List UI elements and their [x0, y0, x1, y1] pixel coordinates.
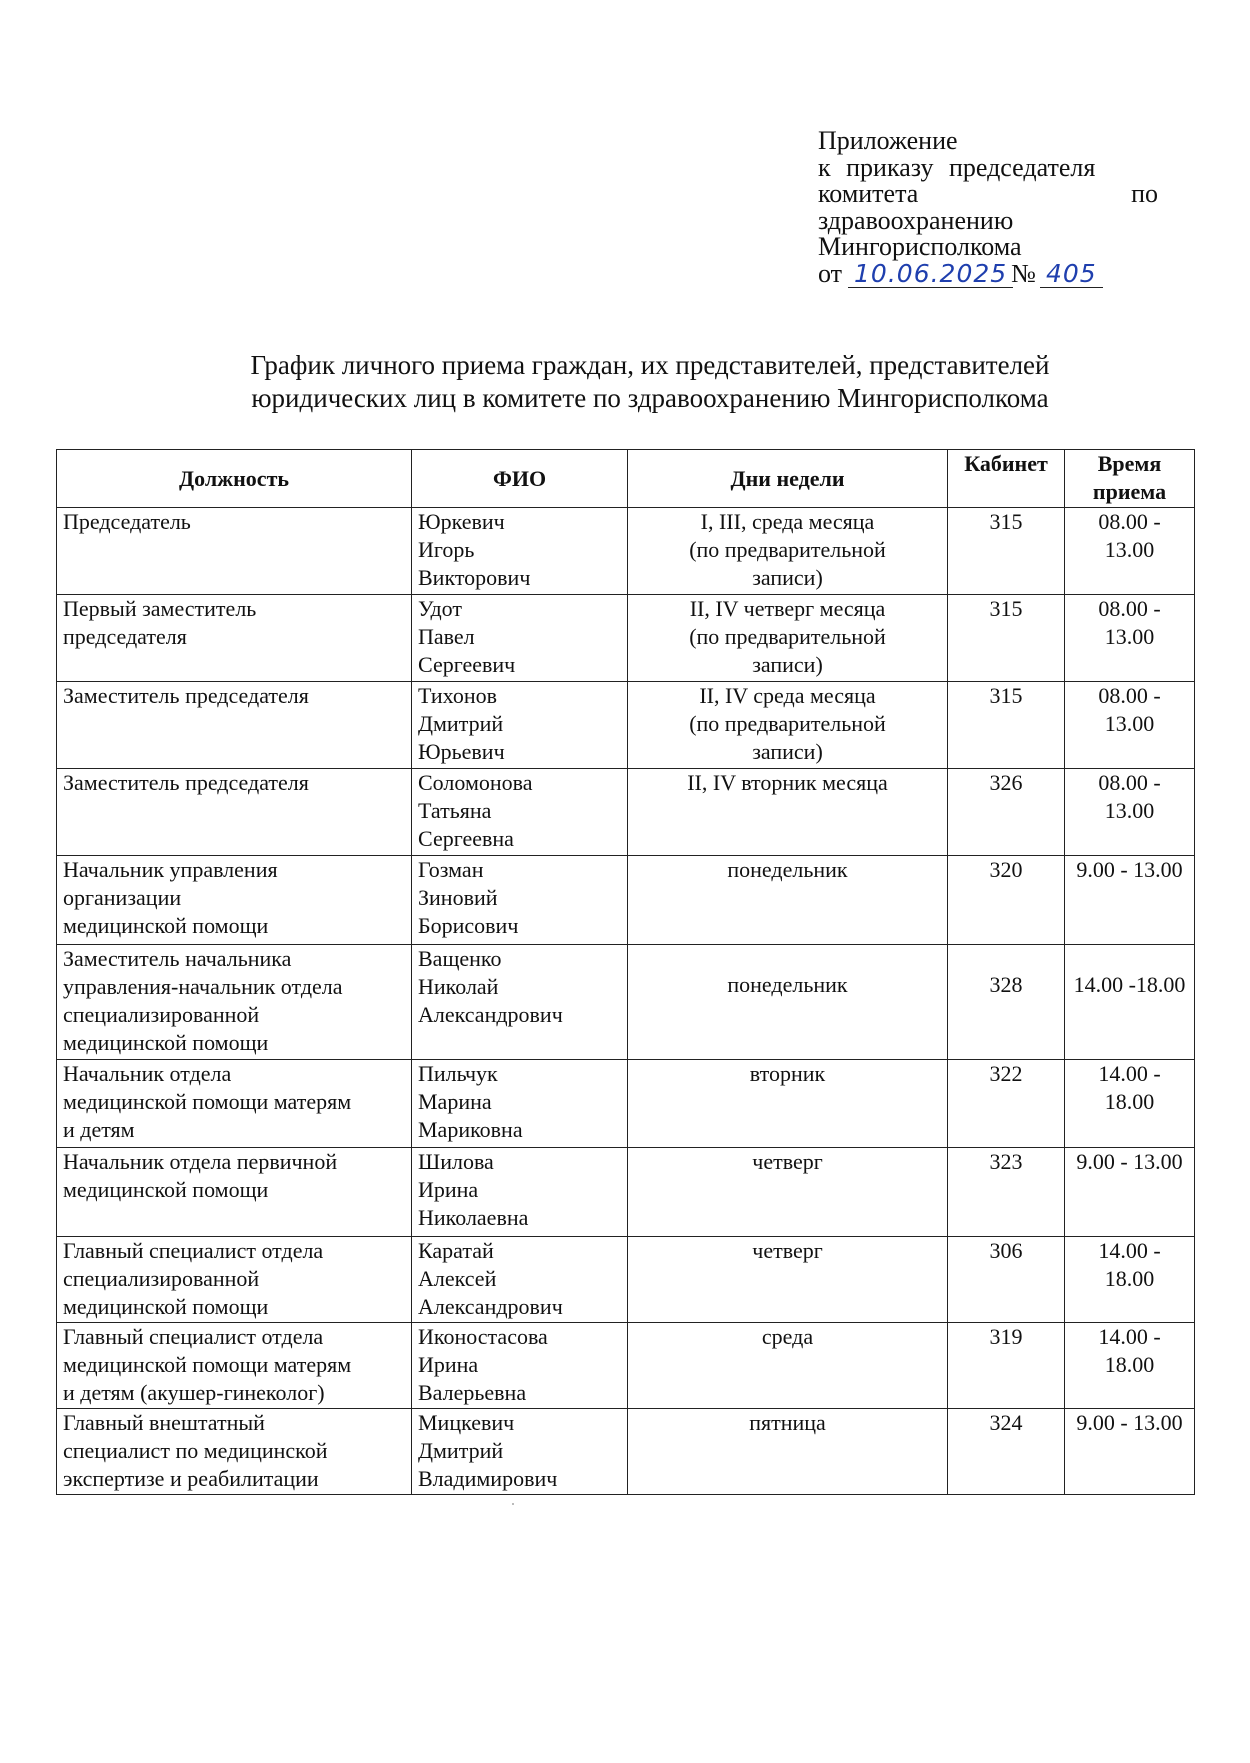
cell-fio	[412, 595, 628, 682]
cell-days	[628, 1060, 948, 1148]
appendix-title: Приложение	[818, 126, 958, 155]
header-time-line-2: приема	[1092, 479, 1167, 504]
cell-days	[628, 682, 948, 769]
fio-line: Марина	[418, 1089, 492, 1114]
cell-fio	[412, 856, 628, 945]
cell-days	[628, 508, 948, 595]
fio-line: Борисович	[418, 913, 519, 938]
cell-room: 315	[948, 682, 1065, 769]
fio-line: Ирина	[418, 1352, 479, 1377]
cell-room: 328	[948, 945, 1065, 1060]
cell-time: 9.00 - 13.00	[1065, 856, 1195, 945]
fio-line: Александрович	[418, 1002, 563, 1027]
days-line: пятница	[749, 1410, 826, 1435]
position-text: Начальник отдела первичной медицинской помощи	[63, 1149, 338, 1202]
fio-line: Владимирович	[418, 1466, 558, 1491]
fio-line: Шилова	[418, 1149, 494, 1174]
position-text: Главный внештатный специалист по медицинской экспертизе и реабилитации	[63, 1410, 328, 1491]
position-text: Начальник отдела медицинской помощи матерям и детям	[63, 1061, 352, 1142]
cell-fio	[412, 1323, 628, 1409]
header-days: Дни недели	[628, 450, 948, 508]
header-room: Кабинет	[948, 450, 1065, 508]
cell-days	[628, 856, 948, 945]
cell-time: 14.00 -18.00	[1065, 945, 1195, 1060]
cell-fio	[412, 682, 628, 769]
fio-line: Иконостасова	[418, 1324, 548, 1349]
days-line: понедельник	[727, 857, 848, 882]
days-line: вторник	[749, 1061, 826, 1086]
cell-days	[628, 1323, 948, 1409]
cell-time: 14.00 - 18.00	[1065, 1237, 1195, 1323]
appendix-line-5: Мингорисполкома	[818, 232, 1022, 261]
fio-line: Ващенко	[418, 946, 502, 971]
table-body	[57, 508, 1195, 1495]
cell-position	[57, 595, 412, 682]
cell-room: 322	[948, 1060, 1065, 1148]
days-line: II, IV среда месяца	[699, 683, 876, 708]
cell-days	[628, 595, 948, 682]
fio-line: Гозман	[418, 857, 484, 882]
cell-days	[628, 1237, 948, 1323]
schedule-table	[56, 449, 1195, 1495]
days-line: записи)	[752, 739, 823, 764]
cell-time: 08.00 - 13.00	[1065, 508, 1195, 595]
table-row	[57, 1148, 1195, 1237]
fio-line: Александрович	[418, 1294, 563, 1319]
position-text: Начальник управления организации медицинской помощи	[63, 857, 278, 938]
position-text: Председатель	[63, 509, 191, 534]
fio-line: Соломонова	[418, 770, 533, 795]
cell-days	[628, 1409, 948, 1495]
days-line: (по предварительной	[689, 624, 886, 649]
cell-fio	[412, 1409, 628, 1495]
cell-room: 326	[948, 769, 1065, 856]
cell-position	[57, 856, 412, 945]
cell-fio	[412, 1060, 628, 1148]
fio-line: Сергеевна	[418, 826, 514, 851]
date-prefix: от	[818, 258, 843, 288]
appendix-line-4: здравоохранению	[818, 205, 1014, 235]
cell-time: 9.00 - 13.00	[1065, 1148, 1195, 1237]
cell-room: 323	[948, 1148, 1065, 1237]
fio-line: Николаевна	[418, 1205, 529, 1230]
cell-days	[628, 945, 948, 1060]
cell-time: 08.00 - 13.00	[1065, 769, 1195, 856]
cell-room: 306	[948, 1237, 1065, 1323]
days-line: четверг	[752, 1238, 823, 1263]
fio-line: Сергеевич	[418, 652, 516, 677]
cell-room: 315	[948, 595, 1065, 682]
cell-room: 319	[948, 1323, 1065, 1409]
fio-line: Дмитрий	[418, 1438, 504, 1463]
cell-fio	[412, 1148, 628, 1237]
position-text: Заместитель начальника управления-начальник отдела специализированной медицинской помощи	[63, 946, 343, 1055]
days-line: (по предварительной	[689, 537, 886, 562]
appendix-line-2	[818, 152, 1158, 182]
fio-line: Каратай	[418, 1238, 494, 1263]
header-time-line-1: Время	[1097, 451, 1162, 476]
cell-room: 324	[948, 1409, 1065, 1495]
cell-room: 315	[948, 508, 1065, 595]
table-row	[57, 945, 1195, 1060]
days-line: II, IV четверг месяца	[689, 596, 886, 621]
fio-line: Ирина	[418, 1177, 479, 1202]
days-line: среда	[761, 1324, 814, 1349]
appendix-line-3-left: комитета	[818, 179, 919, 208]
days-line: (по предварительной	[689, 711, 886, 736]
days-line: понедельник	[727, 972, 848, 997]
cell-fio	[412, 1237, 628, 1323]
cell-position	[57, 1323, 412, 1409]
number-sign: №	[1011, 258, 1036, 288]
days-line: записи)	[752, 565, 823, 590]
table-row	[57, 595, 1195, 682]
cell-time: 08.00 - 13.00	[1065, 595, 1195, 682]
cell-position	[57, 1148, 412, 1237]
header-fio: ФИО	[412, 450, 628, 508]
table-row	[57, 856, 1195, 945]
cell-fio	[412, 945, 628, 1060]
fio-line: Тихонов	[418, 683, 497, 708]
days-line: I, III, среда месяца	[700, 509, 875, 534]
appendix-line-3-right: по	[1131, 179, 1158, 208]
document-title	[130, 349, 1170, 415]
cell-room: 320	[948, 856, 1065, 945]
header-time	[1065, 450, 1195, 508]
position-text: Заместитель председателя	[63, 683, 309, 708]
cell-fio	[412, 769, 628, 856]
appendix-line-3	[818, 181, 1158, 208]
cell-position	[57, 508, 412, 595]
fio-line: Викторович	[418, 565, 531, 590]
position-text: Заместитель председателя	[63, 770, 309, 795]
position-text: Главный специалист отдела медицинской помощи матерям и детям (акушер-гинеколог)	[63, 1324, 352, 1405]
scan-speck	[512, 1503, 514, 1505]
handwritten-number: 405	[1045, 258, 1097, 288]
table-header-row	[57, 450, 1195, 508]
appendix-block	[818, 128, 1158, 287]
table-row	[57, 1060, 1195, 1148]
position-text: Первый заместитель председателя	[63, 596, 257, 649]
cell-position	[57, 769, 412, 856]
cell-days	[628, 1148, 948, 1237]
days-line: II, IV вторник месяца	[687, 770, 888, 795]
appendix-date-line	[818, 258, 1158, 288]
table-row	[57, 1409, 1195, 1495]
cell-days	[628, 769, 948, 856]
fio-line: Павел	[418, 624, 475, 649]
fio-line: Дмитрий	[418, 711, 504, 736]
table-row	[57, 682, 1195, 769]
title-line-1: График личного приема граждан, их представителей, представителей	[250, 350, 1050, 380]
cell-time: 9.00 - 13.00	[1065, 1409, 1195, 1495]
cell-position	[57, 1060, 412, 1148]
fio-line: Мицкевич	[418, 1410, 515, 1435]
title-line-2: юридических лиц в комитете по здравоохранению Мингорисполкома	[251, 383, 1049, 413]
fio-line: Юркевич	[418, 509, 505, 534]
cell-fio	[412, 508, 628, 595]
position-text: Главный специалист отдела специализированной медицинской помощи	[63, 1238, 324, 1319]
cell-position	[57, 682, 412, 769]
fio-line: Валерьевна	[418, 1380, 527, 1405]
cell-position	[57, 945, 412, 1060]
cell-position	[57, 1237, 412, 1323]
fio-line: Зиновий	[418, 885, 498, 910]
fio-line: Мариковна	[418, 1117, 523, 1142]
fio-line: Пильчук	[418, 1061, 498, 1086]
handwritten-date: 10.06.2025	[854, 258, 1008, 288]
fio-line: Удот	[418, 596, 463, 621]
header-position: Должность	[57, 450, 412, 508]
cell-time: 14.00 - 18.00	[1065, 1323, 1195, 1409]
table-row	[57, 1323, 1195, 1409]
table-row	[57, 1237, 1195, 1323]
fio-line: Татьяна	[418, 798, 492, 823]
fio-line: Алексей	[418, 1266, 497, 1291]
cell-position	[57, 1409, 412, 1495]
days-line: четверг	[752, 1149, 823, 1174]
days-line: записи)	[752, 652, 823, 677]
fio-line: Юрьевич	[418, 739, 505, 764]
appendix-line-2-text: к приказу председателя	[818, 152, 1096, 182]
fio-line: Игорь	[418, 537, 475, 562]
fio-line: Николай	[418, 974, 499, 999]
cell-time: 14.00 - 18.00	[1065, 1060, 1195, 1148]
table-row	[57, 769, 1195, 856]
table-row	[57, 508, 1195, 595]
cell-time: 08.00 - 13.00	[1065, 682, 1195, 769]
